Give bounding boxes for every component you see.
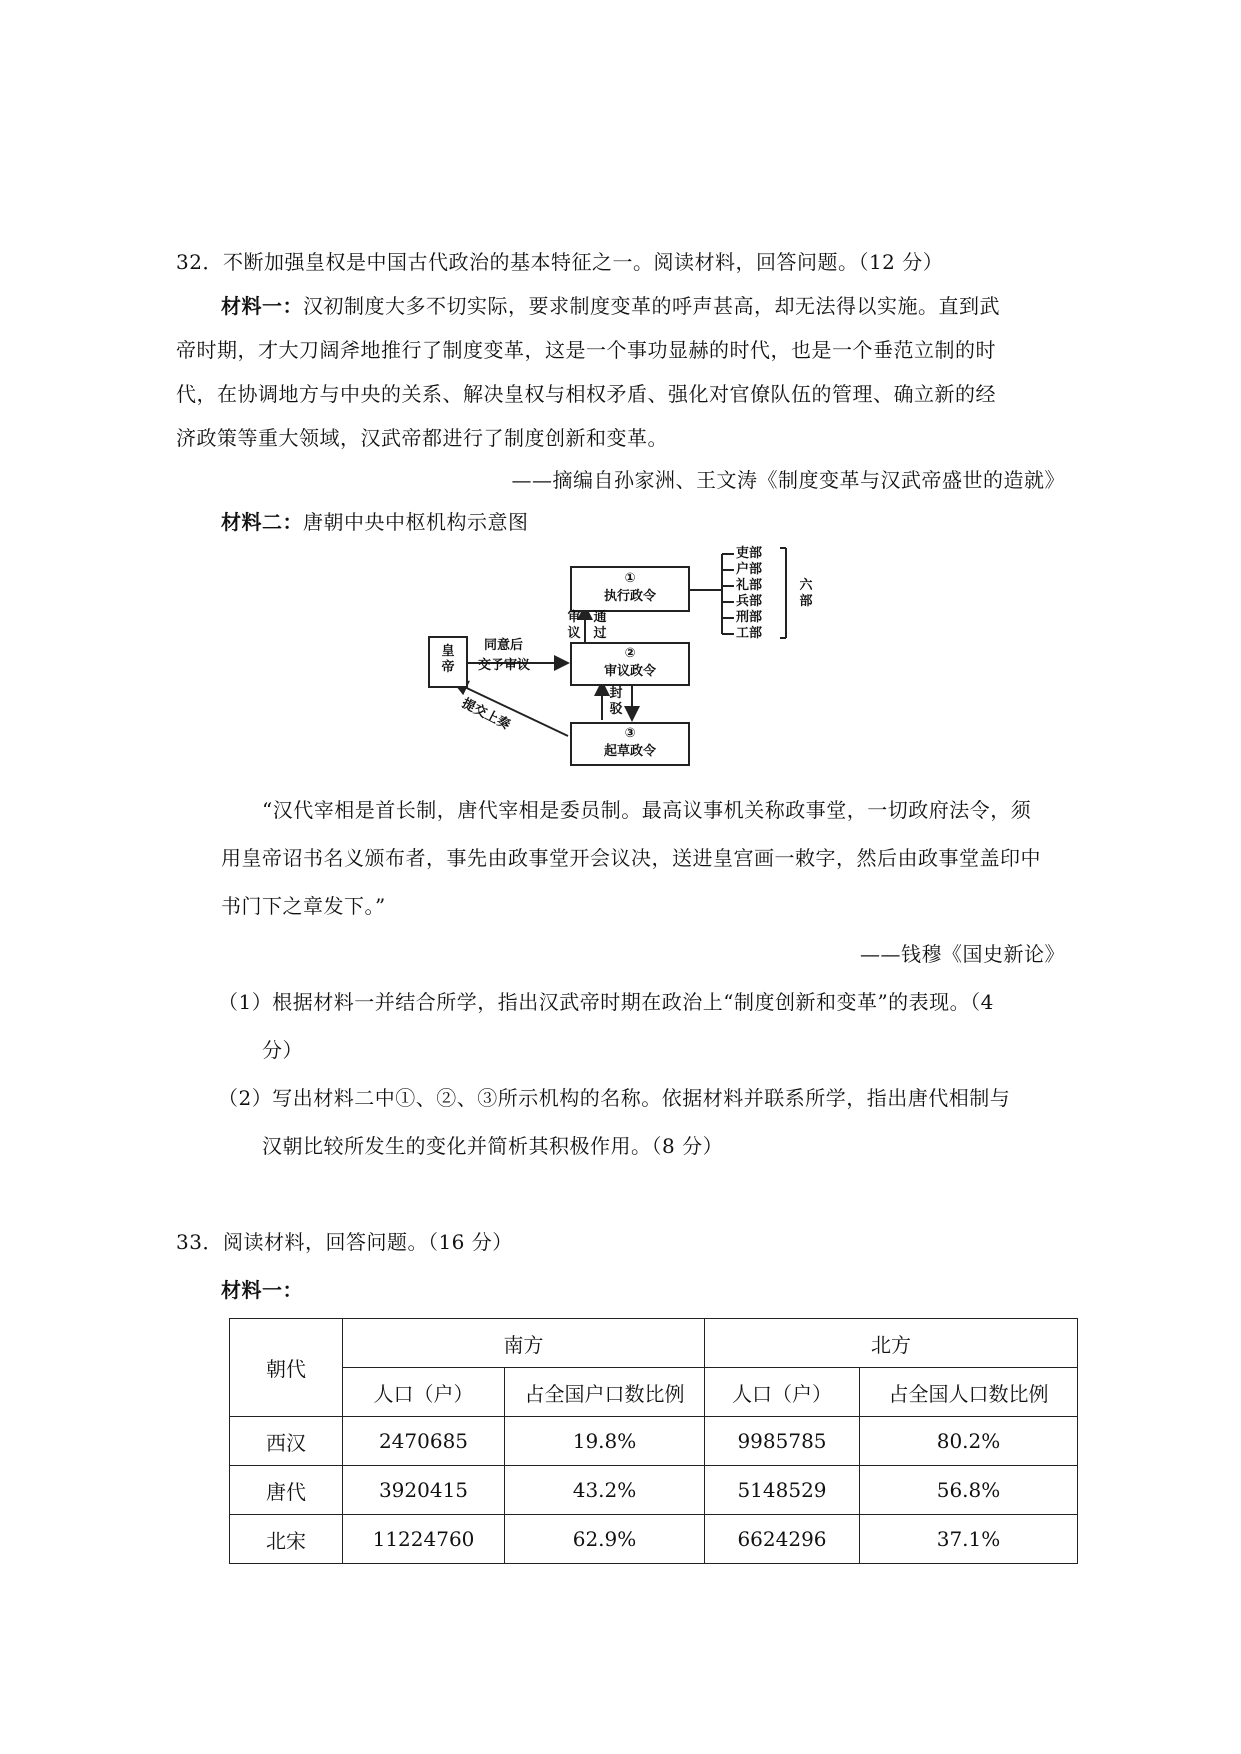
q33-material1-label: 材料一：	[221, 1278, 303, 1302]
q32-material1-line1: 材料一：汉初制度大多不切实际，要求制度变革的呼声甚高，却无法得以实施。直到武	[221, 294, 1000, 318]
header-dynasty: 朝代	[230, 1319, 343, 1417]
box-2-number: ②	[624, 646, 636, 661]
q33-title: 33．阅读材料，回答问题。（16 分）	[176, 1230, 513, 1254]
subquestion-2-line2: 汉朝比较所发生的变化并简析其积极作用。（8 分）	[262, 1134, 724, 1158]
box-1-number: ①	[624, 571, 636, 586]
table-header-row	[230, 1319, 1078, 1368]
quote-source: ——钱穆《国史新论》	[860, 942, 1065, 966]
subheader-north-pop: 人口（户）	[705, 1368, 860, 1417]
header-south: 南方	[343, 1319, 705, 1368]
arrow-label-submit: 提交上奏	[459, 696, 513, 733]
cell-south-pct: 19.8%	[505, 1417, 705, 1466]
diagram-caption: 唐朝中央中枢机构示意图	[303, 510, 529, 534]
arrow-label-agree: 同意后	[484, 638, 524, 653]
emperor-box	[428, 636, 468, 688]
ministry-works: 工部	[736, 626, 763, 641]
table-row	[230, 1466, 1078, 1515]
material2-label: 材料二：	[221, 510, 303, 534]
header-north: 北方	[705, 1319, 1078, 1368]
table-row	[230, 1417, 1078, 1466]
quote-line2: 用皇帝诏书名义颁布者，事先由政事堂开会议决，送进皇宫画一敕字，然后由政事堂盖印中	[221, 846, 1041, 870]
cell-north-pct: 56.8%	[860, 1466, 1078, 1515]
cell-dynasty: 北宋	[230, 1515, 343, 1564]
population-table	[229, 1318, 1078, 1564]
box-1-execute	[570, 566, 690, 612]
cell-north-pop: 5148529	[705, 1466, 860, 1515]
emperor-label: 皇帝	[441, 644, 455, 675]
ministry-justice: 刑部	[736, 610, 763, 625]
subquestion-1-line2: 分）	[262, 1038, 303, 1062]
six-ministries-label: 六部	[799, 578, 813, 609]
box-2-review	[570, 642, 690, 686]
ministry-revenue: 户部	[736, 562, 763, 577]
box-3-text: 起草政令	[603, 744, 656, 759]
cell-south-pct: 43.2%	[505, 1466, 705, 1515]
table-subheader-row	[230, 1368, 1078, 1417]
cell-south-pop: 2470685	[343, 1417, 505, 1466]
cell-south-pop: 3920415	[343, 1466, 505, 1515]
box-2-text: 审议政令	[603, 664, 656, 679]
ministry-rites: 礼部	[736, 578, 763, 593]
cell-north-pop: 9985785	[705, 1417, 860, 1466]
cell-north-pop: 6624296	[705, 1515, 860, 1564]
q32-material1-line4: 济政策等重大领域，汉武帝都进行了制度创新和变革。	[176, 426, 668, 450]
subquestion-2-line1: （2）写出材料二中①、②、③所示机构的名称。依据材料并联系所学，指出唐代相制与	[218, 1086, 1011, 1110]
q32-material1-line3: 代，在协调地方与中央的关系、解决皇权与相权矛盾、强化对官僚队伍的管理、确立新的经	[176, 382, 996, 406]
subheader-north-pct: 占全国人口数比例	[860, 1368, 1078, 1417]
ministry-war: 兵部	[736, 594, 763, 609]
subheader-south-pop: 人口（户）	[343, 1368, 505, 1417]
q32-material2-heading	[221, 508, 529, 536]
quote-line1: “汉代宰相是首长制，唐代宰相是委员制。最高议事机关称政事堂，一切政府法令，须	[262, 798, 1032, 822]
tang-central-institutions-diagram	[410, 540, 840, 780]
subheader-south-pct: 占全国户口数比例	[505, 1368, 705, 1417]
cell-north-pct: 37.1%	[860, 1515, 1078, 1564]
cell-dynasty: 西汉	[230, 1417, 343, 1466]
cell-south-pop: 11224760	[343, 1515, 505, 1564]
label-reject: 封驳	[609, 686, 623, 717]
ministry-personnel: 吏部	[736, 546, 763, 561]
box-1-text: 执行政令	[603, 589, 656, 604]
box-3-draft	[570, 722, 690, 766]
label-pass: 通过	[593, 610, 607, 641]
q32-material1-line2: 帝时期，才大刀阔斧地推行了制度变革，这是一个事功显赫的时代，也是一个垂范立制的时	[176, 338, 996, 362]
cell-north-pct: 80.2%	[860, 1417, 1078, 1466]
q32-material1-source: ——摘编自孙家洲、王文涛《制度变革与汉武帝盛世的造就》	[511, 468, 1065, 492]
box-3-number: ③	[624, 726, 636, 741]
cell-dynasty: 唐代	[230, 1466, 343, 1515]
cell-south-pct: 62.9%	[505, 1515, 705, 1564]
quote-line3: 书门下之章发下。”	[221, 894, 386, 918]
material1-label: 材料一：	[221, 294, 303, 318]
subquestion-1-line1: （1）根据材料一并结合所学，指出汉武帝时期在政治上“制度创新和变革”的表现。（4	[218, 990, 994, 1014]
q32-title: 32．不断加强皇权是中国古代政治的基本特征之一。阅读材料，回答问题。（12 分）	[176, 250, 944, 274]
arrow-label-hand-over: 交予审议	[478, 658, 531, 673]
label-review: 审议	[567, 610, 581, 641]
table-row	[230, 1515, 1078, 1564]
